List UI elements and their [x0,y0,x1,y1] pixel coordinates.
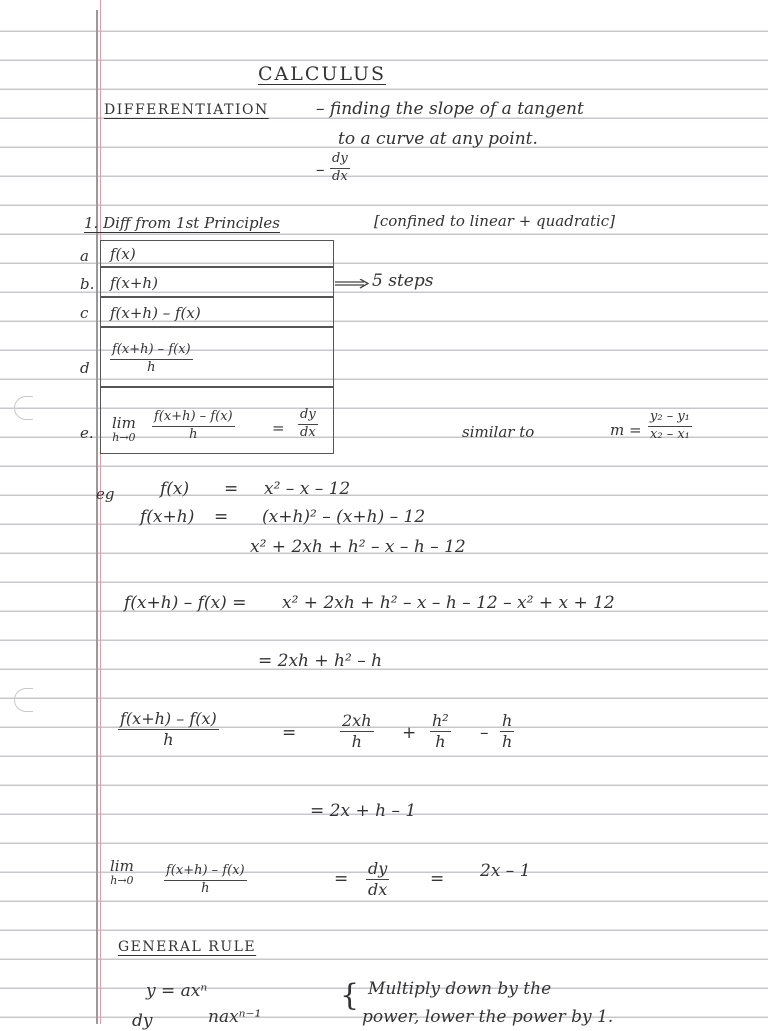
step-letter: a [80,247,89,265]
dy-dx-fraction [366,860,389,900]
numerator: y₂ – y₁ [648,410,692,427]
dy-dx-fraction [330,152,350,185]
gradient-lhs: m = [610,421,642,439]
equals-sign: = [282,723,297,743]
limit [110,858,134,887]
box-divider [100,266,333,268]
denominator: h [351,732,362,752]
denominator: dx [300,424,316,440]
box-divider [100,386,333,388]
lim-word: lim [110,857,134,875]
numerator: dy [298,408,318,425]
denominator: h [201,880,210,896]
example-line-1-rhs: x² – x – 12 [264,479,351,499]
lim-subscript: h→0 [112,430,136,444]
step-expression: f(x+h) – f(x) [110,304,201,322]
dy-dx-fraction [298,408,318,441]
example-result: 2x – 1 [480,861,531,881]
plus-sign: + [402,723,417,743]
lim-subscript: h→0 [110,873,134,887]
denominator: x₂ – x₁ [650,426,690,442]
numerator: f(x+h) – f(x) [152,410,235,427]
step-letter: b. [80,275,95,293]
dash: – [316,160,325,180]
example-line-4-rhs: x² + 2xh + h² – x – h – 12 – x² + x + 12 [282,593,615,613]
denominator: h [189,426,198,442]
page-title: CALCULUS [258,63,387,85]
numerator: f(x+h) – f(x) [164,864,247,881]
derivative-rhs: naxⁿ⁻¹ [208,1007,262,1027]
general-rule-heading: GENERAL RULE [118,939,257,955]
equals-sign: = [334,869,349,889]
step-letter: d [80,359,90,377]
denominator: h [163,730,174,750]
first-principles-heading: 1. Diff from 1st Principles [84,214,280,232]
example-line-5: = 2xh + h² – h [258,651,383,671]
limit [112,415,136,444]
example-line-7: = 2x + h – 1 [310,801,417,821]
example-line-2-rhs: (x+h)² – (x+h) – 12 [262,507,426,527]
example-line-4-lhs: f(x+h) – f(x) = [124,593,247,613]
general-rule-line-2: power, lower the power by 1. [362,1007,614,1027]
equals-sign: = [272,419,285,437]
denominator: dx [332,168,348,184]
denominator: h [502,732,513,752]
numerator: f(x+h) – f(x) [118,710,219,730]
term-fraction [430,712,451,752]
punch-hole [14,396,33,420]
derivative-lhs: dy [132,1011,153,1031]
box-divider [100,296,333,298]
numerator: 2xh [340,712,374,732]
general-rule-line-1: Multiply down by the [368,979,552,999]
gradient-fraction [648,410,692,443]
similar-to-label: similar to [462,423,535,441]
example-line-1-lhs: f(x) [160,479,190,499]
numerator: h² [430,712,451,732]
box-divider [100,326,333,328]
differentiation-heading: DIFFERENTIATION [104,102,269,118]
example-line-3: x² + 2xh + h² – x – h – 12 [250,537,466,557]
denominator: dx [368,880,388,900]
difference-quotient-fraction [164,864,247,897]
first-principles-note: [confined to linear + quadratic] [374,212,616,230]
term-fraction [500,712,514,752]
red-margin-line [100,0,101,1024]
lim-word: lim [112,414,136,432]
step-letter: c [80,304,89,322]
step-fraction [110,343,193,376]
general-rule-equation: y = axⁿ [146,981,208,1001]
numerator: dy [366,860,389,880]
step-expression: f(x+h) [110,274,158,292]
punch-hole [14,688,33,712]
denominator: h [147,359,156,375]
margin-line [96,10,98,1024]
minus-sign: – [480,723,489,743]
step-letter: e. [80,424,94,442]
step-expression: f(x) [110,245,136,263]
denominator: h [435,732,446,752]
equals-sign: = [224,479,239,499]
numerator: f(x+h) – f(x) [110,343,193,360]
definition-line-1: – finding the slope of a tangent [316,99,584,119]
step-fraction [152,410,235,443]
brace-icon: { [340,978,360,1013]
arrow-icon [334,279,370,289]
equals-sign: = [430,869,445,889]
example-label: eg [96,485,115,503]
definition-line-2: to a curve at any point. [338,129,538,149]
numerator: h [500,712,514,732]
difference-quotient-fraction [118,710,219,750]
example-line-2-lhs: f(x+h) [140,507,195,527]
numerator: dy [330,152,350,169]
equals-sign: = [214,507,229,527]
five-steps-label: 5 steps [372,271,434,291]
term-fraction [340,712,374,752]
